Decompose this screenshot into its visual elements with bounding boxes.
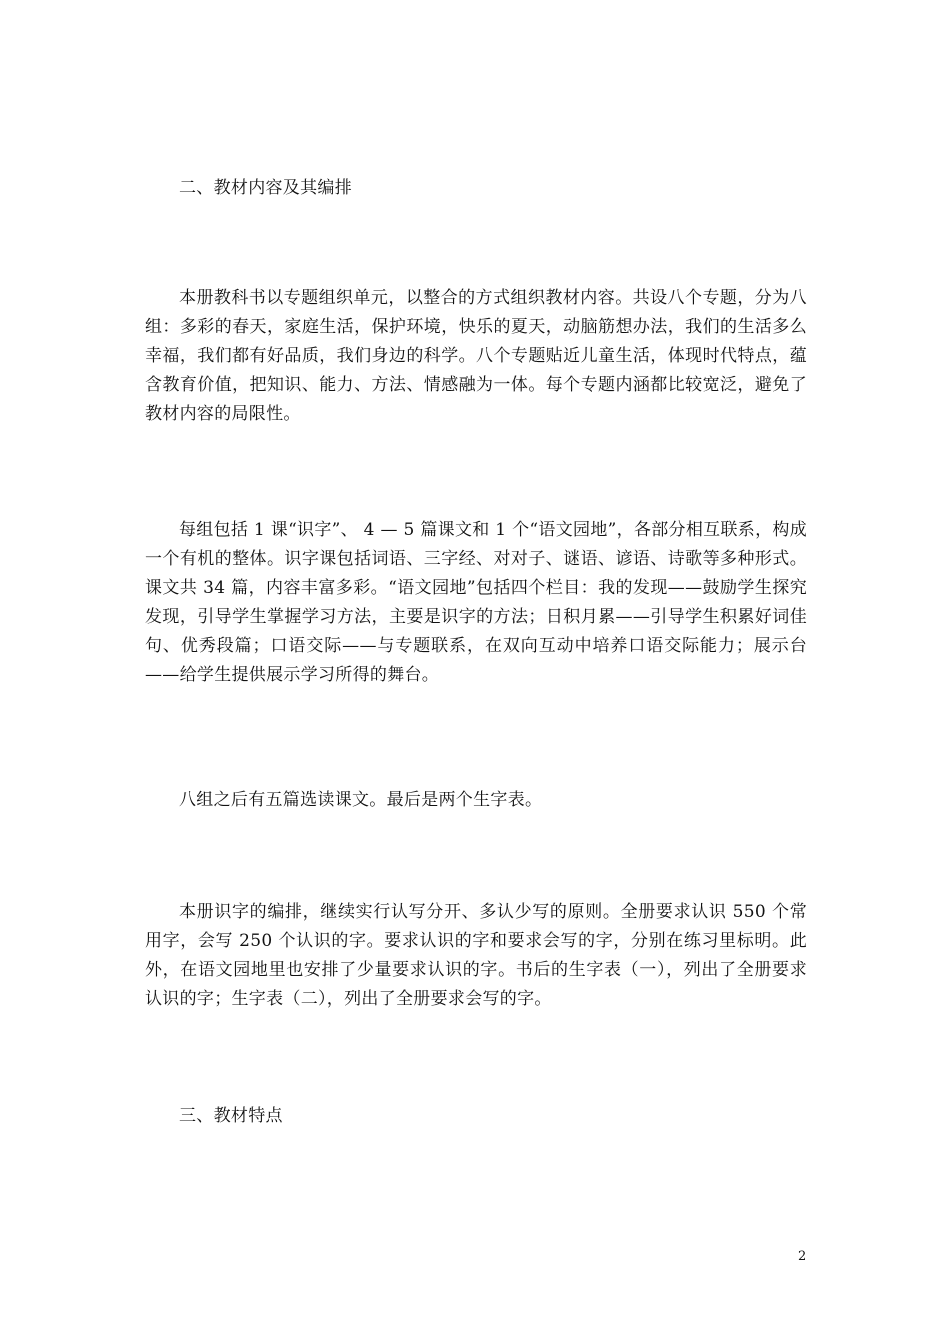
paragraph-optional-reading: 八组之后有五篇选读课文。最后是两个生字表。: [179, 790, 543, 810]
page-number: 2: [798, 1249, 807, 1264]
paragraph-character-learning: 本册识字的编排，继续实行认写分开、多认少写的原则。全册要求认识 550 个常用字，会写 250 个认识的字。要求认识的字和要求会写的字，分别在练习里标明。此外，在语文园地里也安排了少量要求认识的字。书后的生字表（一），列出了全册要求认识的字；生字表（二），列出了全册要求会写的字。: [145, 902, 807, 1009]
paragraph-group-structure: 每组包括 1 课“识字”、 4 — 5 篇课文和 1 个“语文园地”，各部分相互联系，构成一个有机的整体。识字课包括词语、三字经、对对子、谜语、谚语、诗歌等多种形式。课文共 34 篇，内容丰富多彩。“语文园地”包括四个栏目：我的发现——鼓励学生探究发现，引导学生掌握学习方法，主要是识字的方法；日积月累——引导学生积累好词佳句、优秀段篇；口语交际——与专题联系，在双向互动中培养口语交际能力；展示台——给学生提供展示学习所得的舞台。: [145, 520, 807, 685]
section-heading-features: 三、教材特点: [179, 1106, 283, 1126]
paragraph-topics: 本册教科书以专题组织单元，以整合的方式组织教材内容。共设八个专题，分为八组：多彩的春天，家庭生活，保护环境，快乐的夏天，动脑筋想办法，我们的生活多么幸福，我们都有好品质，我们身边的科学。八个专题贴近儿童生活，体现时代特点，蕴含教育价值，把知识、能力、方法、情感融为一体。每个专题内涵都比较宽泛，避免了教材内容的局限性。: [145, 288, 807, 424]
section-heading-content-arrangement: 二、教材内容及其编排: [179, 178, 352, 198]
